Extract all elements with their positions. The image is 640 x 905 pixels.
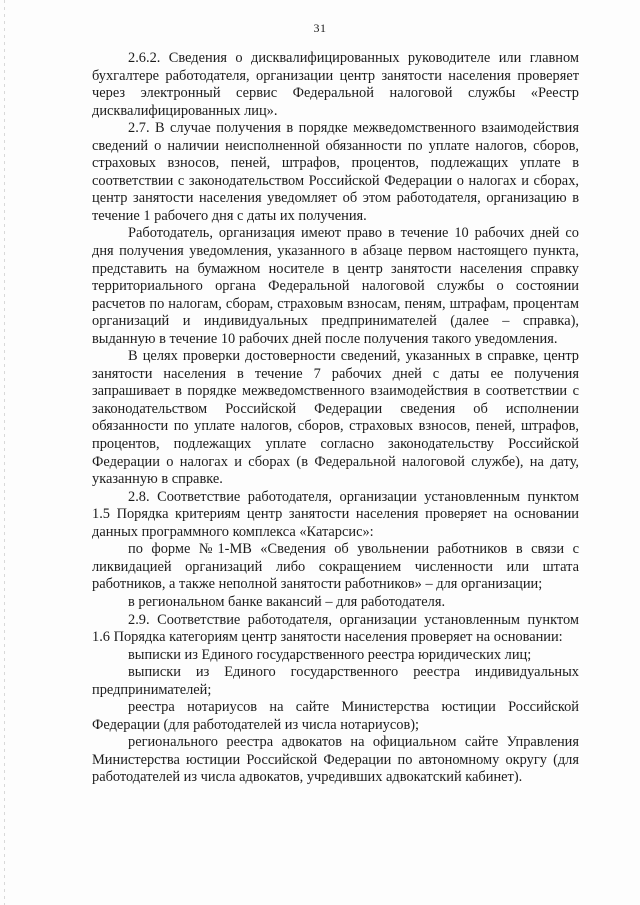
scan-edge-artifact — [4, 0, 5, 905]
document-body — [92, 50, 579, 787]
paragraph-2-7: 2.7. В случае получения в порядке межведомственного взаимодействия сведений о наличии неисполненной обязанности по уплате налогов, сборов, страховых взносов, пеней, штрафов, процентов, подлежащих уплате в соответствии с законодательством Российской Федерации о налогах и сборах, центр занятости населения уведомляет об этом работодателя, организацию в течение 1 рабочего дня с даты их получения. — [92, 120, 579, 224]
list-item-vacancy-bank: в региональном банке вакансий – для работодателя. — [128, 593, 446, 610]
list-item-notary-registry: реестра нотариусов на сайте Министерства юстиции Российской Федерации (для работодателей из числа нотариусов); — [92, 699, 579, 733]
list-item-egrip: выписки из Единого государственного реестра индивидуальных предпринимателей; — [92, 664, 579, 698]
list-item-egrul: выписки из Единого государственного реестра юридических лиц; — [128, 646, 532, 663]
page-number: 31 — [313, 21, 327, 35]
paragraph-2-8: 2.8. Соответствие работодателя, организации установленным пунктом 1.5 Порядка критериям центр занятости населения проверяет на основании данных программного комплекса «Катарсис»: — [92, 488, 579, 540]
list-item-form-1mv: по форме №1-МВ «Сведения об увольнении работников в связи с ликвидацией организаций либо сокращением численности или штата работников, а также неполной занятости работников» – для организации; — [92, 541, 579, 593]
paragraph-employer-right: Работодатель, организация имеют право в течение 10 рабочих дней со дня получения уведомления, указанного в абзаце первом настоящего пункта, представить на бумажном носителе в центр занятости населения справку территориального органа Федеральной налоговой службы о состоянии расчетов по налогам, сборам, страховым взносам, пеням, штрафам, процентам организаций и индивидуальных предпринимателей (далее – справка), выданную в течение 10 рабочих дней после получения такого уведомления. — [92, 225, 579, 347]
paragraph-verification: В целях проверки достоверности сведений, указанных в справке, центр занятости населения в течение 7 рабочих дней с даты ее получения запрашивает в порядке межведомственного взаимодействия в соответствии с законодательством Российской Федерации сведения об исполнении обязанности по уплате налогов, сборов, страховых взносов, пеней, штрафов, процентов, подлежащих уплате согласно законодательству Российской Федерации о налогах и сборах (в Федеральной налоговой службе), на дату, указанную в справке. — [92, 348, 579, 488]
paragraph-2-6-2: 2.6.2. Сведения о дисквалифицированных руководителе или главном бухгалтере работодателя, организации центр занятости населения проверяет через электронный сервис Федеральной налоговой службы «Реестр дисквалифицированных лиц». — [92, 50, 579, 119]
list-item-lawyer-registry: регионального реестра адвокатов на официальном сайте Управления Министерства юстиции Российской Федерации по автономному округу (для работодателей из числа адвокатов, учредивших адвокатский кабинет). — [92, 734, 579, 786]
paragraph-2-9: 2.9. Соответствие работодателя, организации установленным пунктом 1.6 Порядка категориям центр занятости населения проверяет на основании: — [92, 611, 579, 646]
